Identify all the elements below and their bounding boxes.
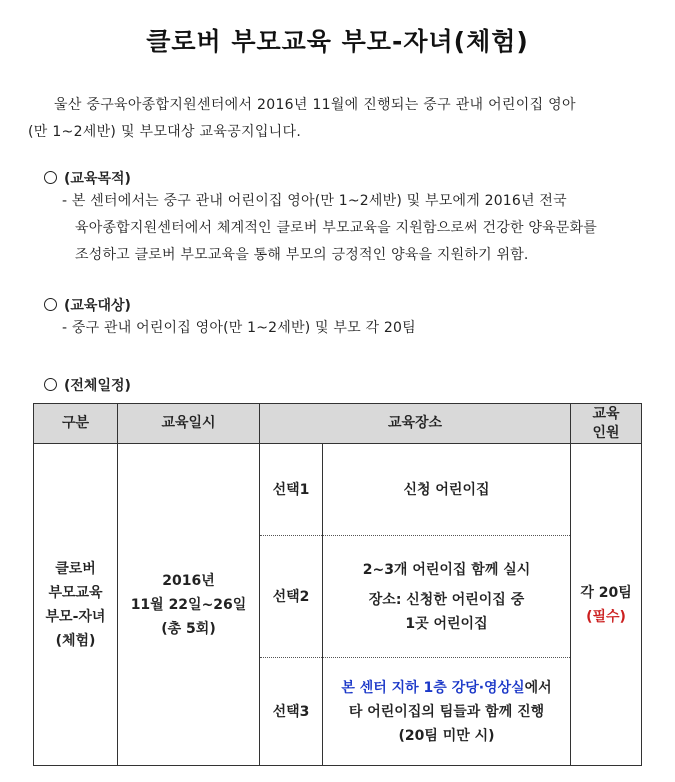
option-place-line: 2~3개 어린이집 함께 실시 [362,561,531,578]
datetime-line: (총 5회) [161,620,216,637]
target-body [62,315,652,342]
target-line: - 중구 관내 어린이집 영아(만 1~2세반) 및 부모 각 20팀 [62,320,416,336]
option-label: 선택2 [260,536,323,658]
datetime-line: 11월 22일~26일 [130,596,247,613]
option-place-line: 장소: 신청한 어린이집 중 [368,591,525,608]
option-place [323,444,571,536]
option-place-line: 신청 어린이집 [403,481,490,498]
option-place-line: 1곳 어린이집 [405,615,488,632]
header-capacity-line-2: 인원 [592,424,620,441]
purpose-heading [44,168,131,188]
schedule-heading [44,375,131,395]
category-cell [34,444,118,766]
intro-line-1: 울산 중구육아종합지원센터에서 2016년 11월에 진행되는 중구 관내 어린이집 영아 [54,97,576,113]
option-place-line [323,676,570,700]
option-place-line: (20팀 미만 시) [398,727,495,744]
intro-paragraph [28,92,648,146]
purpose-body [62,188,652,269]
option-place-highlight: 본 센터 지하 1층 강당·영상실 [341,679,525,696]
option-place-suffix: 에서 [524,679,552,696]
circle-bullet-icon [44,378,57,391]
option-place-line: 타 어린이집의 팀들과 함께 진행 [348,703,545,720]
capacity-required-note: (필수) [586,608,626,625]
category-line: 클로버 [55,560,96,577]
header-place: 교육장소 [260,404,571,444]
header-capacity-line-1: 교육 [592,405,620,422]
purpose-heading-text: (교육목적) [64,171,131,187]
option-place [323,536,571,658]
category-line: 부모-자녀 [45,608,106,625]
option-label: 선택3 [260,658,323,766]
category-line: (체험) [55,632,96,649]
category-line: 부모교육 [48,584,103,601]
option-label: 선택1 [260,444,323,536]
purpose-line-3: 조성하고 클로버 부모교육을 통해 부모의 긍정적인 양육을 지원하기 위함. [75,247,529,263]
purpose-line-2: 육아종합지원센터에서 체계적인 클로버 부모교육을 지원함으로써 건강한 양육문화를 [75,220,597,236]
header-category: 구분 [34,404,118,444]
circle-bullet-icon [44,171,57,184]
purpose-line-1: - 본 센터에서는 중구 관내 어린이집 영아(만 1~2세반) 및 부모에게 2016년 전국 [62,193,567,209]
datetime-line: 2016년 [162,572,215,589]
intro-line-2: (만 1~2세반) 및 부모대상 교육공지입니다. [28,124,302,140]
option-place [323,658,571,766]
circle-bullet-icon [44,298,57,311]
page-title: 클로버 부모교육 부모-자녀(체험) [146,27,529,56]
schedule-table [33,403,642,766]
datetime-cell [118,444,260,766]
schedule-heading-text: (전체일정) [64,378,131,394]
table-header-row [34,404,642,444]
target-heading-text: (교육대상) [64,298,131,314]
capacity-cell [571,444,642,766]
capacity-value: 각 20팀 [580,584,632,601]
header-datetime: 교육일시 [118,404,260,444]
header-capacity [571,404,642,444]
target-heading [44,295,131,315]
table-row [34,444,642,536]
